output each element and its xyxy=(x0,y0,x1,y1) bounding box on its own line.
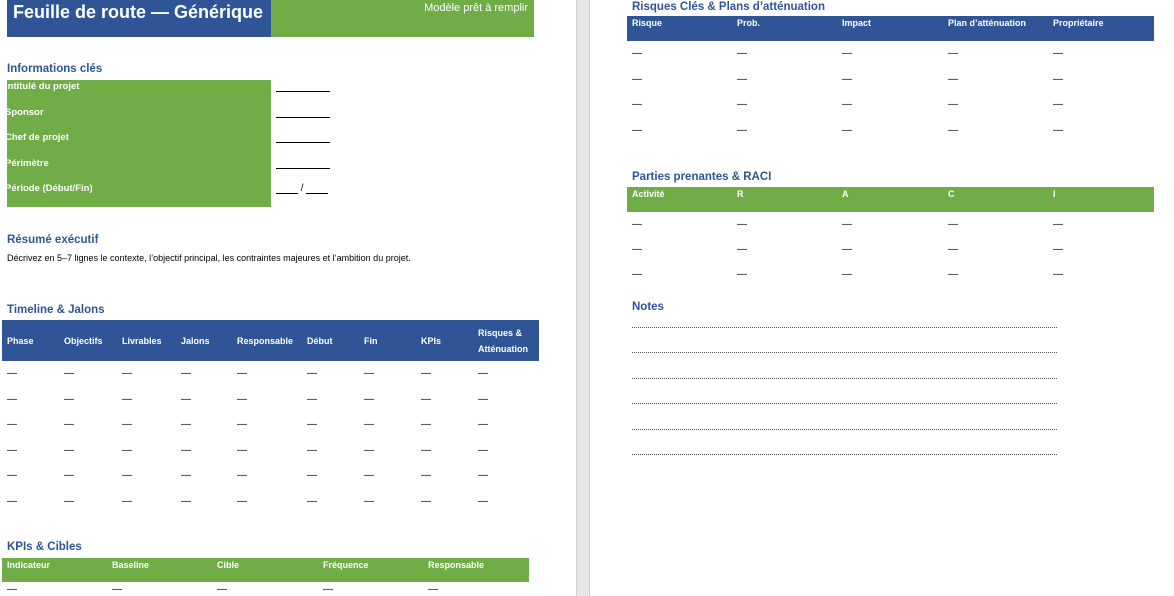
timeline-col-deliverables[interactable]: Livrables xyxy=(122,335,162,346)
timeline-cell[interactable]: — xyxy=(122,393,132,405)
kpis-cell[interactable]: — xyxy=(217,583,227,595)
kpis-col-indicator[interactable]: Indicateur xyxy=(7,560,51,570)
raci-col-i[interactable]: I xyxy=(1053,189,1056,199)
raci-cell[interactable]: — xyxy=(632,244,642,255)
timeline-cell[interactable]: — xyxy=(7,444,17,456)
timeline-cell[interactable]: — xyxy=(364,419,374,431)
risks-cell[interactable]: — xyxy=(737,73,747,85)
timeline-cell[interactable]: — xyxy=(478,495,488,507)
risks-cell[interactable]: — xyxy=(948,99,958,111)
info-label-period[interactable]: Période (Début/Fin) xyxy=(5,183,93,194)
raci-cell[interactable]: — xyxy=(1053,269,1063,280)
timeline-cell[interactable]: — xyxy=(478,419,488,431)
timeline-cell[interactable]: — xyxy=(237,393,247,405)
timeline-cell[interactable]: — xyxy=(421,393,431,405)
risks-col-owner[interactable]: Propriétaire xyxy=(1053,18,1104,28)
kpis-cell[interactable]: — xyxy=(7,583,17,595)
risks-heading[interactable]: Risques Clés & Plans d’atténuation xyxy=(632,1,825,13)
raci-table xyxy=(627,187,1154,287)
timeline-cell[interactable]: — xyxy=(64,495,74,507)
risks-cell[interactable]: — xyxy=(632,48,642,60)
raci-col-a[interactable]: A xyxy=(842,189,849,199)
table-row xyxy=(627,237,1154,262)
table-row xyxy=(627,67,1154,93)
table-row xyxy=(2,438,539,464)
timeline-cell[interactable]: — xyxy=(7,368,17,380)
info-field-title[interactable] xyxy=(276,91,330,92)
timeline-cell[interactable]: — xyxy=(237,470,247,482)
timeline-cell[interactable]: — xyxy=(421,444,431,456)
timeline-cell[interactable]: — xyxy=(181,470,191,482)
timeline-cell[interactable]: — xyxy=(364,444,374,456)
table-row xyxy=(627,41,1154,67)
timeline-cell[interactable]: — xyxy=(307,495,317,507)
info-field-sponsor[interactable] xyxy=(276,117,330,118)
timeline-col-milestones[interactable]: Jalons xyxy=(181,335,210,346)
notes-line[interactable] xyxy=(632,403,1057,404)
raci-cell[interactable]: — xyxy=(948,244,958,255)
period-end-field[interactable] xyxy=(306,193,328,194)
timeline-body xyxy=(2,361,539,514)
timeline-cell[interactable]: — xyxy=(421,470,431,482)
table-row xyxy=(627,118,1154,144)
risks-cell[interactable]: — xyxy=(1053,99,1063,111)
raci-cell[interactable]: — xyxy=(1053,244,1063,255)
timeline-heading[interactable]: Timeline & Jalons xyxy=(7,304,105,316)
period-start-field[interactable] xyxy=(276,193,298,194)
timeline-cell[interactable]: — xyxy=(7,495,17,507)
timeline-cell[interactable]: — xyxy=(364,495,374,507)
kpis-table xyxy=(2,558,529,596)
risks-cell[interactable]: — xyxy=(632,73,642,85)
kpis-col-target[interactable]: Cible xyxy=(217,560,240,570)
raci-cell[interactable]: — xyxy=(737,269,747,280)
summary-heading[interactable]: Résumé exécutif xyxy=(7,234,99,246)
kpis-heading[interactable]: KPIs & Cibles xyxy=(7,541,82,553)
kpis-cell[interactable]: — xyxy=(112,583,122,595)
timeline-cell[interactable]: — xyxy=(181,495,191,507)
timeline-cell[interactable]: — xyxy=(7,470,17,482)
timeline-cell[interactable]: — xyxy=(237,419,247,431)
timeline-cell[interactable]: — xyxy=(64,444,74,456)
notes-heading[interactable]: Notes xyxy=(632,301,664,313)
timeline-cell[interactable]: — xyxy=(307,419,317,431)
notes-line[interactable] xyxy=(632,429,1057,430)
raci-cell[interactable]: — xyxy=(948,269,958,280)
timeline-col-start[interactable]: Début xyxy=(307,335,333,346)
timeline-col-risks[interactable]: Risques & Atténuation xyxy=(478,327,528,354)
notes-line[interactable] xyxy=(632,327,1057,328)
raci-heading[interactable]: Parties prenantes & RACI xyxy=(632,171,772,183)
timeline-cell[interactable]: — xyxy=(181,368,191,380)
kpis-col-owner[interactable]: Responsable xyxy=(428,560,485,570)
timeline-col-objectives[interactable]: Objectifs xyxy=(64,335,103,346)
raci-col-r[interactable]: R xyxy=(737,189,744,199)
timeline-cell[interactable]: — xyxy=(122,495,132,507)
table-row xyxy=(2,361,539,387)
risks-col-mitigation[interactable]: Plan d’atténuation xyxy=(948,18,1027,28)
timeline-cell[interactable]: — xyxy=(64,393,74,405)
raci-cell[interactable]: — xyxy=(842,269,852,280)
risks-cell[interactable]: — xyxy=(842,48,852,60)
timeline-cell[interactable]: — xyxy=(478,368,488,380)
timeline-col-end[interactable]: Fin xyxy=(364,335,378,346)
risks-cell[interactable]: — xyxy=(842,124,852,136)
risks-cell[interactable]: — xyxy=(948,73,958,85)
kpis-col-frequency[interactable]: Fréquence xyxy=(323,560,369,570)
risks-cell[interactable]: — xyxy=(842,73,852,85)
raci-cell[interactable]: — xyxy=(842,244,852,255)
table-row xyxy=(2,582,529,596)
info-label-title[interactable]: Intitulé du projet xyxy=(5,81,80,92)
timeline-cell[interactable]: — xyxy=(364,368,374,380)
kpis-cell[interactable]: — xyxy=(323,583,333,595)
timeline-cell[interactable]: — xyxy=(307,368,317,380)
timeline-cell[interactable]: — xyxy=(122,470,132,482)
timeline-cell[interactable]: — xyxy=(364,393,374,405)
timeline-header-row xyxy=(2,320,539,361)
risks-cell[interactable]: — xyxy=(948,48,958,60)
info-label-manager[interactable]: Chef de projet xyxy=(5,132,69,143)
timeline-col-phase[interactable]: Phase xyxy=(7,335,34,346)
table-row xyxy=(2,387,539,413)
notes-line[interactable] xyxy=(632,454,1057,455)
info-field-scope[interactable] xyxy=(276,168,330,169)
timeline-cell[interactable]: — xyxy=(7,419,17,431)
info-field-period[interactable] xyxy=(276,183,328,194)
timeline-cell[interactable]: — xyxy=(307,444,317,456)
table-row xyxy=(627,212,1154,237)
table-row xyxy=(627,262,1154,287)
risks-header-row xyxy=(627,16,1154,41)
risks-cell[interactable]: — xyxy=(1053,73,1063,85)
timeline-table xyxy=(2,320,539,514)
timeline-cell[interactable]: — xyxy=(307,393,317,405)
risks-cell[interactable]: — xyxy=(632,124,642,136)
timeline-cell[interactable]: — xyxy=(307,470,317,482)
table-row xyxy=(627,92,1154,118)
timeline-cell[interactable]: — xyxy=(237,495,247,507)
raci-cell[interactable]: — xyxy=(632,219,642,230)
notes-line[interactable] xyxy=(632,378,1057,379)
kpis-cell[interactable]: — xyxy=(428,583,438,595)
timeline-cell[interactable]: — xyxy=(122,368,132,380)
raci-cell[interactable]: — xyxy=(737,219,747,230)
risks-cell[interactable]: — xyxy=(842,99,852,111)
page-gutter xyxy=(576,0,590,596)
kpis-header-row xyxy=(2,558,529,582)
document-title[interactable]: Feuille de route — Générique xyxy=(7,0,271,37)
raci-col-c[interactable]: C xyxy=(948,189,955,199)
table-row xyxy=(2,489,539,515)
risks-col-risk[interactable]: Risque xyxy=(632,18,663,28)
info-heading[interactable]: Informations clés xyxy=(7,63,103,75)
info-label-sponsor[interactable]: Sponsor xyxy=(5,107,44,118)
info-label-scope[interactable]: Périmètre xyxy=(5,158,49,169)
timeline-cell[interactable]: — xyxy=(237,444,247,456)
timeline-cell[interactable]: — xyxy=(64,368,74,380)
raci-cell[interactable]: — xyxy=(842,219,852,230)
summary-text[interactable]: Décrivez en 5–7 lignes le contexte, l’objectif principal, les contraintes majeures et l’ambition du projet. xyxy=(7,253,411,263)
timeline-cell[interactable]: — xyxy=(181,419,191,431)
timeline-cell[interactable]: — xyxy=(421,419,431,431)
risks-cell[interactable]: — xyxy=(948,124,958,136)
timeline-cell[interactable]: — xyxy=(421,495,431,507)
risks-cell[interactable]: — xyxy=(737,99,747,111)
timeline-cell[interactable]: — xyxy=(421,368,431,380)
raci-body xyxy=(627,212,1154,287)
timeline-cell[interactable]: — xyxy=(64,419,74,431)
risks-col-probability[interactable]: Prob. xyxy=(737,18,761,28)
risks-cell[interactable]: — xyxy=(632,99,642,111)
timeline-cell[interactable]: — xyxy=(237,368,247,380)
raci-cell[interactable]: — xyxy=(948,219,958,230)
risks-cell[interactable]: — xyxy=(1053,48,1063,60)
risks-cell[interactable]: — xyxy=(1053,124,1063,136)
kpis-col-baseline[interactable]: Baseline xyxy=(112,560,150,570)
timeline-cell[interactable]: — xyxy=(181,393,191,405)
timeline-cell[interactable]: — xyxy=(478,470,488,482)
info-field-manager[interactable] xyxy=(276,142,330,143)
risks-col-impact[interactable]: Impact xyxy=(842,18,872,28)
document-subtitle[interactable]: Modèle prêt à remplir xyxy=(271,0,534,37)
raci-cell[interactable]: — xyxy=(632,269,642,280)
risks-cell[interactable]: — xyxy=(737,124,747,136)
raci-col-activity[interactable]: Activité xyxy=(632,189,665,199)
timeline-cell[interactable]: — xyxy=(122,444,132,456)
timeline-cell[interactable]: — xyxy=(64,470,74,482)
risks-body xyxy=(627,41,1154,143)
table-row xyxy=(2,463,539,489)
timeline-cell[interactable]: — xyxy=(364,470,374,482)
raci-header-row xyxy=(627,187,1154,212)
timeline-cell[interactable]: — xyxy=(122,419,132,431)
timeline-col-owner[interactable]: Responsable xyxy=(237,335,294,346)
timeline-cell[interactable]: — xyxy=(181,444,191,456)
risks-table xyxy=(627,16,1154,143)
risks-cell[interactable]: — xyxy=(737,48,747,60)
notes-line[interactable] xyxy=(632,352,1057,353)
timeline-col-kpis[interactable]: KPIs xyxy=(421,335,442,346)
period-separator: / xyxy=(300,183,304,194)
timeline-cell[interactable]: — xyxy=(478,444,488,456)
table-row xyxy=(2,412,539,438)
timeline-cell[interactable]: — xyxy=(7,393,17,405)
raci-cell[interactable]: — xyxy=(1053,219,1063,230)
raci-cell[interactable]: — xyxy=(737,244,747,255)
timeline-cell[interactable]: — xyxy=(478,393,488,405)
